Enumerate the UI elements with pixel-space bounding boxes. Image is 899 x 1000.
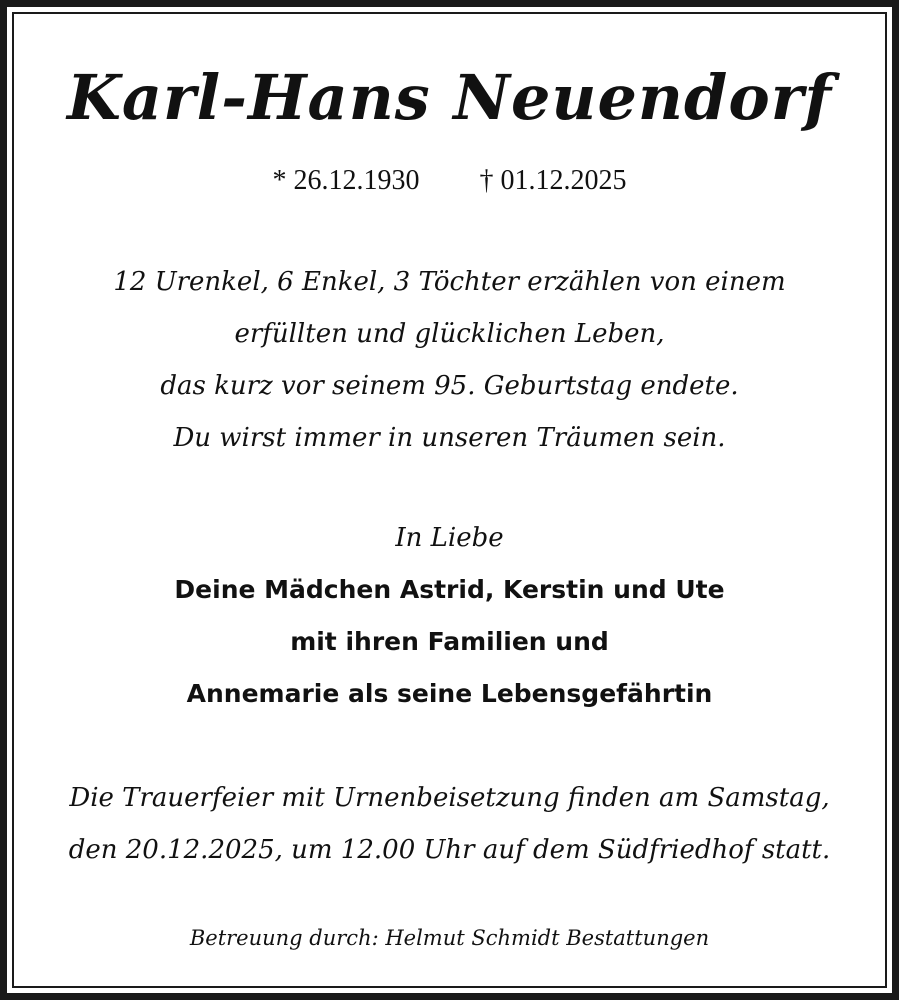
message-line: das kurz vor seinem 95. Geburtstag endete. xyxy=(160,371,739,401)
signature-line: mit ihren Familien und xyxy=(290,627,609,656)
signature-line: Annemarie als seine Lebensgefährtin xyxy=(186,679,713,708)
ceremony-info xyxy=(14,772,885,876)
ceremony-line: den 20.12.2025, um 12.00 Uhr auf dem Südfriedhof statt. xyxy=(68,835,831,865)
ceremony-line: Die Trauerfeier mit Urnenbeisetzung finden am Samstag, xyxy=(69,783,830,813)
signature-line: Deine Mädchen Astrid, Kerstin und Ute xyxy=(174,575,725,604)
memorial-message xyxy=(14,256,885,464)
message-line: Du wirst immer in unseren Träumen sein. xyxy=(173,423,726,453)
undertaker-credit: Betreuung durch: Helmut Schmidt Bestattungen xyxy=(189,926,710,950)
message-line: 12 Urenkel, 6 Enkel, 3 Töchter erzählen von einem xyxy=(113,267,786,297)
closing-phrase: In Liebe xyxy=(395,523,504,553)
life-dates xyxy=(14,164,885,198)
mourners-signature xyxy=(14,564,885,720)
death-date: † 01.12.2025 xyxy=(479,165,627,196)
message-line: erfüllten und glücklichen Leben, xyxy=(234,319,665,349)
birth-date: * 26.12.1930 xyxy=(272,165,420,196)
deceased-name: Karl-Hans Neuendorf xyxy=(66,61,833,134)
